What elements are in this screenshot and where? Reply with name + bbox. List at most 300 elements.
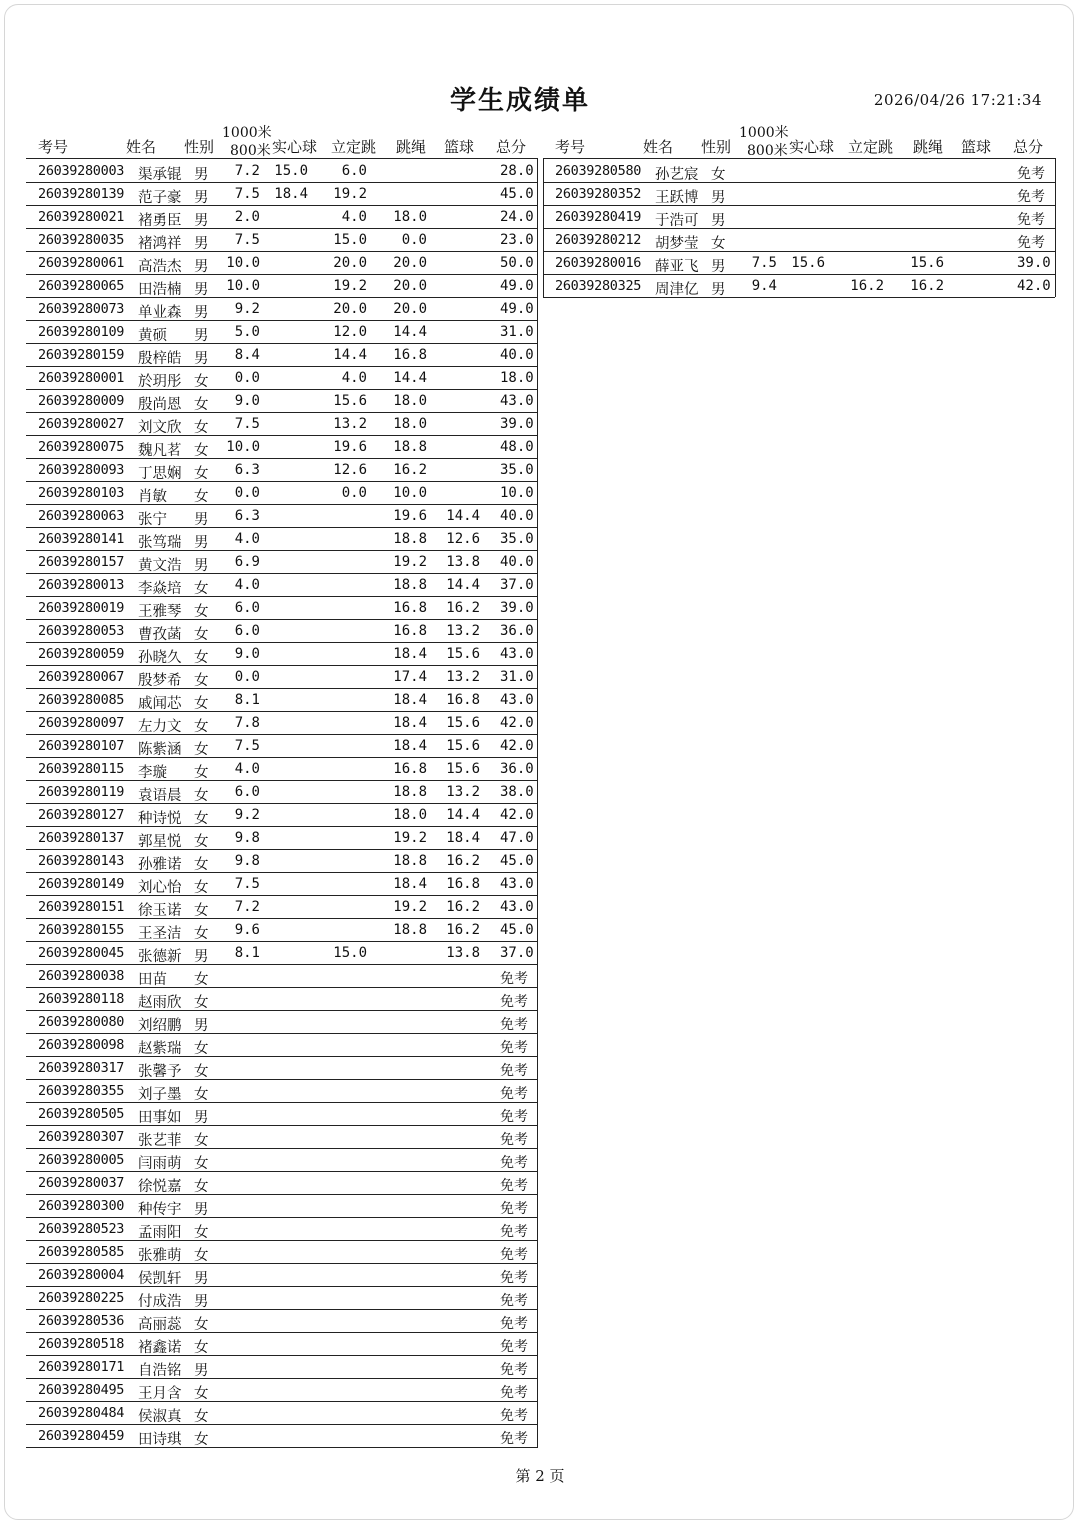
cell-gender: 男 — [194, 351, 209, 367]
cell-jump: 20.0 — [333, 255, 367, 271]
table-row — [543, 205, 1055, 229]
cell-name: 殷尚恩 — [138, 397, 182, 413]
cell-id: 26039280118 — [38, 991, 125, 1007]
cell-total: 45.0 — [500, 853, 534, 869]
cell-total: 48.0 — [500, 439, 534, 455]
cell-rope: 16.8 — [393, 600, 427, 616]
cell-basketball: 15.6 — [446, 715, 480, 731]
cell-name: 高丽蕊 — [138, 1317, 182, 1333]
table-row — [26, 918, 538, 942]
table-row — [26, 1286, 538, 1310]
cell-basketball: 16.8 — [446, 876, 480, 892]
cell-run: 0.0 — [234, 485, 260, 501]
table-row — [26, 872, 538, 896]
cell-ball: 18.4 — [274, 186, 308, 202]
table-row — [26, 205, 538, 229]
cell-gender: 男 — [711, 190, 726, 206]
header-gender: 性别 — [184, 138, 215, 156]
cell-rope: 18.8 — [393, 531, 427, 547]
cell-name: 侯凯轩 — [138, 1271, 182, 1287]
cell-run: 9.2 — [234, 807, 260, 823]
left-table-header — [26, 125, 538, 159]
cell-name: 王跃博 — [655, 190, 699, 206]
cell-gender: 男 — [194, 1202, 209, 1218]
cell-total: 35.0 — [500, 531, 534, 547]
cell-gender: 女 — [194, 788, 209, 804]
table-row — [26, 343, 538, 367]
cell-name: 魏凡茗 — [138, 443, 182, 459]
cell-rope: 15.6 — [910, 255, 944, 271]
header-jump: 立定跳 — [331, 138, 377, 156]
cell-name: 田诗琪 — [138, 1432, 182, 1448]
cell-rope: 19.2 — [393, 899, 427, 915]
cell-gender: 女 — [194, 420, 209, 436]
table-row — [26, 665, 538, 689]
cell-run: 7.2 — [234, 899, 260, 915]
cell-name: 周津亿 — [655, 282, 699, 298]
cell-id: 26039280073 — [38, 301, 125, 317]
table-row — [26, 964, 538, 988]
cell-name: 田浩楠 — [138, 282, 182, 298]
cell-total: 43.0 — [500, 876, 534, 892]
cell-total: 36.0 — [500, 623, 534, 639]
cell-id: 26039280038 — [38, 968, 125, 984]
cell-total: 42.0 — [500, 715, 534, 731]
cell-gender: 女 — [194, 1248, 209, 1264]
cell-basketball: 13.8 — [446, 945, 480, 961]
cell-rope: 18.8 — [393, 577, 427, 593]
table-row — [26, 1148, 538, 1172]
table-row — [26, 159, 538, 183]
cell-total: 免考 — [1017, 166, 1045, 182]
cell-total: 31.0 — [500, 669, 534, 685]
table-row — [26, 711, 538, 735]
cell-id: 26039280355 — [38, 1083, 125, 1099]
cell-jump: 6.0 — [341, 163, 367, 179]
cell-total: 免考 — [500, 1247, 528, 1263]
cell-total: 49.0 — [500, 278, 534, 294]
cell-id: 26039280019 — [38, 600, 125, 616]
table-row — [26, 596, 538, 620]
cell-total: 免考 — [500, 1155, 528, 1171]
cell-total: 免考 — [500, 1362, 528, 1378]
cell-name: 肖敏 — [138, 489, 167, 505]
cell-total: 免考 — [500, 971, 528, 987]
cell-gender: 女 — [194, 857, 209, 873]
cell-run: 8.1 — [234, 692, 260, 708]
cell-jump: 14.4 — [333, 347, 367, 363]
cell-gender: 男 — [194, 1294, 209, 1310]
table-row — [26, 1401, 538, 1425]
cell-name: 李璇 — [138, 765, 167, 781]
cell-jump: 19.6 — [333, 439, 367, 455]
cell-gender: 女 — [194, 374, 209, 390]
table-row — [26, 1102, 538, 1126]
cell-basketball: 15.6 — [446, 738, 480, 754]
cell-total: 42.0 — [500, 807, 534, 823]
cell-name: 赵雨欣 — [138, 995, 182, 1011]
cell-name: 戚闻芯 — [138, 696, 182, 712]
cell-total: 免考 — [500, 1385, 528, 1401]
header-basketball: 篮球 — [444, 138, 475, 156]
cell-gender: 男 — [711, 213, 726, 229]
cell-gender: 女 — [194, 443, 209, 459]
header-basketball: 篮球 — [961, 138, 992, 156]
cell-gender: 女 — [194, 811, 209, 827]
cell-id: 26039280459 — [38, 1428, 125, 1444]
cell-total: 45.0 — [500, 186, 534, 202]
cell-total: 39.0 — [500, 416, 534, 432]
cell-name: 刘子墨 — [138, 1087, 182, 1103]
cell-total: 36.0 — [500, 761, 534, 777]
cell-run: 7.5 — [234, 232, 260, 248]
cell-total: 37.0 — [500, 577, 534, 593]
cell-rope: 14.4 — [393, 324, 427, 340]
cell-name: 单业森 — [138, 305, 182, 321]
table-row — [26, 1194, 538, 1218]
cell-id: 26039280159 — [38, 347, 125, 363]
cell-total: 免考 — [500, 1224, 528, 1240]
cell-rope: 18.8 — [393, 853, 427, 869]
cell-id: 26039280009 — [38, 393, 125, 409]
cell-basketball: 16.2 — [446, 853, 480, 869]
cell-basketball: 14.4 — [446, 508, 480, 524]
cell-total: 23.0 — [500, 232, 534, 248]
cell-name: 褚鸿祥 — [138, 236, 182, 252]
cell-id: 26039280016 — [555, 255, 642, 271]
header-ball: 实心球 — [272, 138, 318, 156]
cell-id: 26039280067 — [38, 669, 125, 685]
cell-ball: 15.6 — [791, 255, 825, 271]
cell-id: 26039280001 — [38, 370, 125, 386]
cell-run: 2.0 — [234, 209, 260, 225]
cell-name: 王雅琴 — [138, 604, 182, 620]
cell-id: 26039280149 — [38, 876, 125, 892]
header-rope: 跳绳 — [396, 138, 427, 156]
cell-rope: 18.8 — [393, 784, 427, 800]
cell-rope: 18.4 — [393, 715, 427, 731]
cell-basketball: 16.2 — [446, 600, 480, 616]
cell-id: 26039280035 — [38, 232, 125, 248]
cell-gender: 男 — [194, 535, 209, 551]
table-row — [26, 1355, 538, 1379]
cell-jump: 12.6 — [333, 462, 367, 478]
cell-total: 31.0 — [500, 324, 534, 340]
table-row — [26, 1240, 538, 1264]
cell-id: 26039280518 — [38, 1336, 125, 1352]
cell-rope: 18.4 — [393, 876, 427, 892]
table-row — [26, 435, 538, 459]
cell-run: 8.1 — [234, 945, 260, 961]
cell-gender: 男 — [194, 328, 209, 344]
header-run-top: 1000米 — [222, 125, 272, 141]
cell-name: 郭星悦 — [138, 834, 182, 850]
cell-id: 26039280063 — [38, 508, 125, 524]
cell-gender: 女 — [194, 1409, 209, 1425]
cell-run: 7.5 — [234, 738, 260, 754]
header-name: 姓名 — [643, 138, 674, 156]
table-row — [26, 642, 538, 666]
cell-run: 9.0 — [234, 393, 260, 409]
table-row — [26, 1125, 538, 1149]
table-row — [26, 1332, 538, 1356]
cell-name: 刘文欣 — [138, 420, 182, 436]
cell-id: 26039280141 — [38, 531, 125, 547]
cell-name: 孟雨阳 — [138, 1225, 182, 1241]
cell-name: 徐玉诺 — [138, 903, 182, 919]
cell-name: 高浩杰 — [138, 259, 182, 275]
cell-gender: 女 — [194, 1317, 209, 1333]
table-row — [543, 228, 1055, 252]
cell-run: 0.0 — [234, 370, 260, 386]
cell-name: 自浩铭 — [138, 1363, 182, 1379]
table-row — [26, 366, 538, 390]
cell-id: 26039280075 — [38, 439, 125, 455]
table-row — [26, 527, 538, 551]
cell-jump: 15.0 — [333, 232, 367, 248]
cell-id: 26039280585 — [38, 1244, 125, 1260]
header-total: 总分 — [496, 138, 527, 156]
cell-gender: 女 — [194, 765, 209, 781]
table-row — [26, 1217, 538, 1241]
cell-total: 28.0 — [500, 163, 534, 179]
cell-jump: 20.0 — [333, 301, 367, 317]
cell-id: 26039280065 — [38, 278, 125, 294]
cell-name: 殷梓皓 — [138, 351, 182, 367]
table-row — [26, 504, 538, 528]
cell-ball: 15.0 — [274, 163, 308, 179]
cell-jump: 13.2 — [333, 416, 367, 432]
cell-name: 于浩可 — [655, 213, 699, 229]
cell-run: 5.0 — [234, 324, 260, 340]
cell-gender: 女 — [194, 466, 209, 482]
cell-name: 张馨予 — [138, 1064, 182, 1080]
cell-total: 免考 — [500, 1109, 528, 1125]
cell-gender: 女 — [194, 696, 209, 712]
cell-gender: 女 — [194, 1432, 209, 1448]
cell-jump: 15.6 — [333, 393, 367, 409]
cell-id: 26039280061 — [38, 255, 125, 271]
cell-name: 袁语晨 — [138, 788, 182, 804]
table-row — [26, 1033, 538, 1057]
table-row — [26, 389, 538, 413]
table-row — [26, 941, 538, 965]
cell-id: 26039280225 — [38, 1290, 125, 1306]
cell-run: 10.0 — [226, 255, 260, 271]
cell-total: 40.0 — [500, 554, 534, 570]
cell-run: 9.8 — [234, 830, 260, 846]
cell-total: 43.0 — [500, 692, 534, 708]
cell-run: 7.5 — [234, 876, 260, 892]
cell-id: 26039280005 — [38, 1152, 125, 1168]
table-row — [543, 274, 1055, 298]
cell-run: 10.0 — [226, 439, 260, 455]
cell-id: 26039280155 — [38, 922, 125, 938]
table-row — [26, 780, 538, 804]
cell-name: 殷梦希 — [138, 673, 182, 689]
cell-gender: 男 — [194, 558, 209, 574]
table-row — [26, 803, 538, 827]
page-title: 学生成绩单 — [449, 86, 590, 116]
cell-name: 丁思娴 — [138, 466, 182, 482]
cell-basketball: 15.6 — [446, 646, 480, 662]
cell-gender: 女 — [194, 1386, 209, 1402]
cell-basketball: 13.2 — [446, 669, 480, 685]
cell-gender: 男 — [194, 305, 209, 321]
cell-id: 26039280103 — [38, 485, 125, 501]
cell-total: 43.0 — [500, 646, 534, 662]
table-row — [26, 1010, 538, 1034]
cell-run: 7.5 — [751, 255, 777, 271]
header-rope: 跳绳 — [913, 138, 944, 156]
cell-rope: 16.2 — [393, 462, 427, 478]
cell-gender: 男 — [194, 282, 209, 298]
cell-gender: 女 — [194, 489, 209, 505]
header-run — [222, 124, 272, 160]
table-row — [26, 895, 538, 919]
cell-id: 26039280495 — [38, 1382, 125, 1398]
table-row — [26, 619, 538, 643]
cell-name: 侯淑真 — [138, 1409, 182, 1425]
table-row — [26, 1309, 538, 1333]
cell-name: 张雅萌 — [138, 1248, 182, 1264]
cell-rope: 17.4 — [393, 669, 427, 685]
cell-id: 26039280093 — [38, 462, 125, 478]
cell-total: 免考 — [500, 1408, 528, 1424]
table-row — [26, 1056, 538, 1080]
cell-name: 孙艺宸 — [655, 167, 699, 183]
cell-jump: 16.2 — [850, 278, 884, 294]
cell-rope: 16.8 — [393, 623, 427, 639]
cell-rope: 18.0 — [393, 393, 427, 409]
print-timestamp: 2026/04/26 17:21:34 — [873, 91, 1042, 109]
cell-name: 徐悦嘉 — [138, 1179, 182, 1195]
cell-total: 42.0 — [500, 738, 534, 754]
table-row — [26, 320, 538, 344]
cell-basketball: 13.8 — [446, 554, 480, 570]
cell-name: 孙雅诺 — [138, 857, 182, 873]
cell-id: 26039280484 — [38, 1405, 125, 1421]
cell-rope: 18.4 — [393, 738, 427, 754]
cell-name: 刘心怡 — [138, 880, 182, 896]
cell-jump: 4.0 — [341, 209, 367, 225]
cell-total: 37.0 — [500, 945, 534, 961]
header-jump: 立定跳 — [848, 138, 894, 156]
table-row — [543, 182, 1055, 206]
cell-name: 李焱培 — [138, 581, 182, 597]
cell-id: 26039280107 — [38, 738, 125, 754]
cell-total: 49.0 — [500, 301, 534, 317]
cell-total: 免考 — [500, 1017, 528, 1033]
table-row — [26, 481, 538, 505]
cell-rope: 18.0 — [393, 209, 427, 225]
cell-jump: 4.0 — [341, 370, 367, 386]
cell-name: 曹孜菡 — [138, 627, 182, 643]
cell-total: 免考 — [500, 1178, 528, 1194]
cell-jump: 19.2 — [333, 186, 367, 202]
cell-id: 26039280004 — [38, 1267, 125, 1283]
cell-rope: 20.0 — [393, 278, 427, 294]
cell-id: 26039280325 — [555, 278, 642, 294]
cell-total: 40.0 — [500, 508, 534, 524]
cell-total: 39.0 — [500, 600, 534, 616]
cell-total: 免考 — [500, 1201, 528, 1217]
cell-gender: 男 — [711, 282, 726, 298]
cell-name: 胡梦莹 — [655, 236, 699, 252]
cell-run: 9.4 — [751, 278, 777, 294]
cell-gender: 女 — [711, 167, 726, 183]
cell-gender: 女 — [711, 236, 726, 252]
cell-run: 6.0 — [234, 623, 260, 639]
cell-basketball: 15.6 — [446, 761, 480, 777]
cell-id: 26039280053 — [38, 623, 125, 639]
cell-total: 42.0 — [1017, 278, 1051, 294]
header-run — [739, 124, 789, 160]
cell-total: 40.0 — [500, 347, 534, 363]
cell-id: 26039280027 — [38, 416, 125, 432]
cell-jump: 15.0 — [333, 945, 367, 961]
cell-jump: 12.0 — [333, 324, 367, 340]
cell-name: 闫雨萌 — [138, 1156, 182, 1172]
cell-id: 26039280352 — [555, 186, 642, 202]
cell-name: 张笃瑞 — [138, 535, 182, 551]
cell-name: 种传宇 — [138, 1202, 182, 1218]
cell-gender: 女 — [194, 742, 209, 758]
cell-gender: 男 — [194, 512, 209, 528]
cell-run: 4.0 — [234, 531, 260, 547]
header-ball: 实心球 — [789, 138, 835, 156]
cell-rope: 16.8 — [393, 761, 427, 777]
cell-jump: 19.2 — [333, 278, 367, 294]
cell-name: 褚鑫诺 — [138, 1340, 182, 1356]
table-row — [26, 987, 538, 1011]
cell-name: 赵紫瑞 — [138, 1041, 182, 1057]
header-run-bottom: 800米 — [230, 143, 271, 159]
cell-run: 6.0 — [234, 784, 260, 800]
header-id: 考号 — [555, 138, 586, 156]
cell-id: 26039280037 — [38, 1175, 125, 1191]
cell-name: 於玥彤 — [138, 374, 182, 390]
right-table-header — [543, 125, 1055, 159]
cell-run: 6.3 — [234, 508, 260, 524]
cell-gender: 女 — [194, 1041, 209, 1057]
table-row — [26, 182, 538, 206]
cell-run: 10.0 — [226, 278, 260, 294]
cell-gender: 男 — [194, 1110, 209, 1126]
cell-gender: 男 — [194, 1271, 209, 1287]
cell-name: 刘绍鹏 — [138, 1018, 182, 1034]
cell-gender: 女 — [194, 1133, 209, 1149]
table-row — [26, 1378, 538, 1402]
cell-gender: 女 — [194, 834, 209, 850]
cell-gender: 男 — [194, 236, 209, 252]
table-row — [26, 251, 538, 275]
table-row — [26, 1079, 538, 1103]
cell-gender: 女 — [194, 972, 209, 988]
cell-gender: 女 — [194, 1340, 209, 1356]
cell-name: 田事如 — [138, 1110, 182, 1126]
table-row — [26, 228, 538, 252]
cell-run: 4.0 — [234, 761, 260, 777]
cell-id: 26039280157 — [38, 554, 125, 570]
cell-id: 26039280119 — [38, 784, 125, 800]
cell-gender: 女 — [194, 673, 209, 689]
cell-rope: 18.4 — [393, 692, 427, 708]
table-row — [26, 573, 538, 597]
cell-rope: 0.0 — [401, 232, 427, 248]
cell-gender: 男 — [194, 167, 209, 183]
cell-run: 6.3 — [234, 462, 260, 478]
